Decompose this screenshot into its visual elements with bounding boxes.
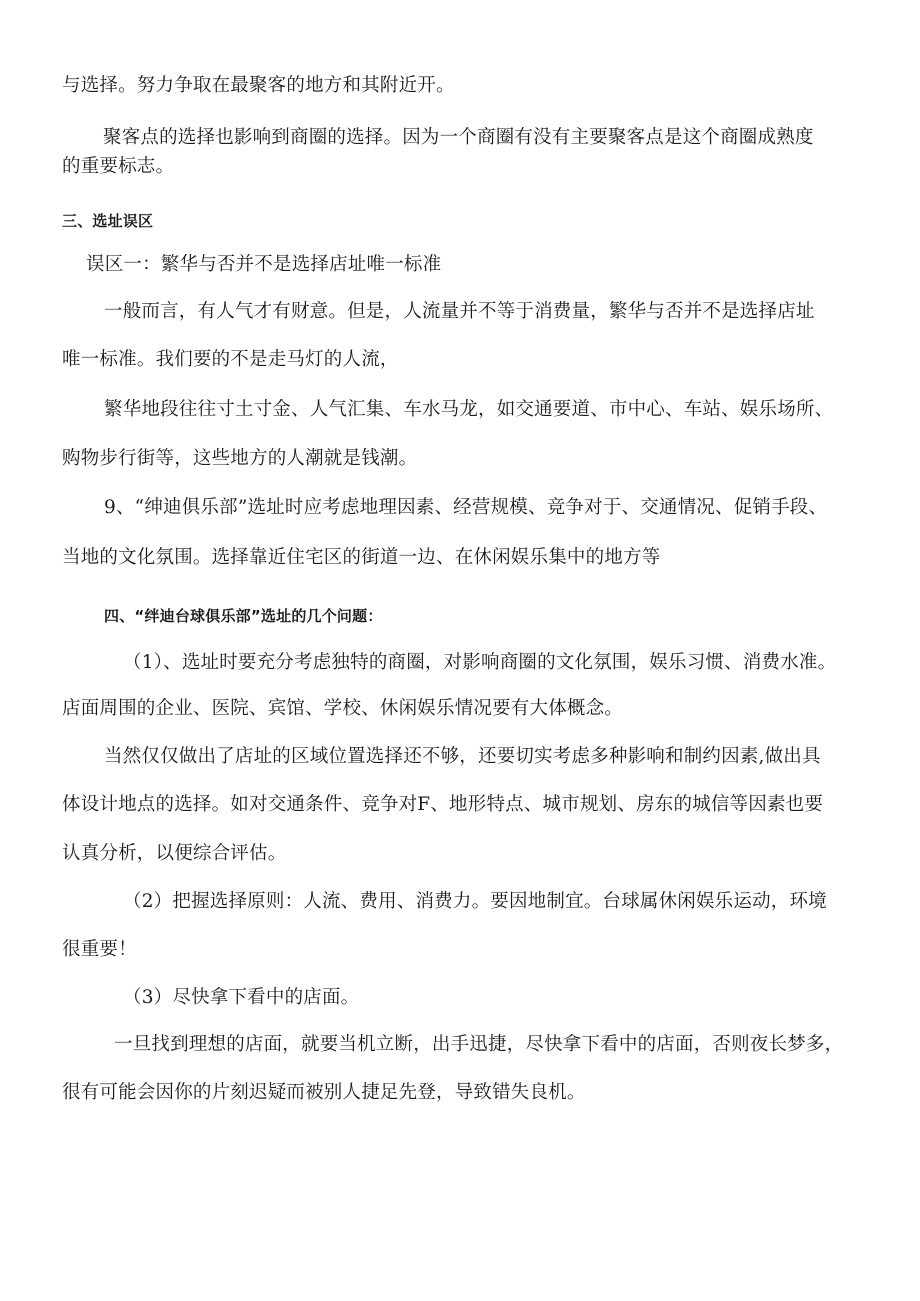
paragraph-line-7: 唯一标准。我们要的不是走马灯的人流， [62,349,399,370]
paragraph-line-8: 繁华地段往往寸土寸金、人气汇集、车水马龙，如交通要道、市中心、车站、娱乐场所、 [104,399,834,420]
paragraph-line-10: 9、“绅迪俱乐部”选址时应考虑地理因素、经营规模、竞争对于、交通情况、促销手段、 [104,497,828,518]
paragraph-line-6: 一般而言，有人气才有财意。但是，人流量并不等于消费量，繁华与否并不是选择店址 [104,301,815,322]
paragraph-line-13: （1）、选址时要充分考虑独特的商圈，对影响商圈的文化氛围，娱乐习惯、消费水准。 [123,652,837,673]
paragraph-line-15: 当然仅仅做出了店址的区域位置选择还不够，还要切实考虑多种影响和制约因素,做出具 [104,746,821,767]
paragraph-line-22: 很有可能会因你的片刻迟疑而被别人捷足先登，导致错失良机。 [62,1082,586,1103]
paragraph-line-2: 聚客点的选择也影响到商圈的选择。因为一个商圈有没有主要聚客点是这个商圈成熟度 [103,127,814,148]
section-heading-3: 三、选址误区 [62,212,154,230]
paragraph-line-3: 的重要标志。 [62,156,175,177]
section-heading-4: 四、“绊迪台球俱乐部”选址的几个问题： [104,607,383,625]
subheading-myth-1: 误区一：繁华与否并不是选择店址唯一标准 [86,254,442,275]
paragraph-line-9: 购物步行街等，这些地方的人潮就是钱潮。 [62,448,418,469]
paragraph-line-21: 一旦找到理想的店面，就要当机立断，出手迅捷，尽快拿下看中的店面，否则夜长梦多， [114,1034,844,1055]
paragraph-line-19: 很重要！ [62,939,137,960]
paragraph-line-16: 体设计地点的选择。如对交通条件、竞争对F、地形特点、城市规划、房东的城信等因素也要 [62,794,824,815]
paragraph-line-14: 店面周围的企业、医院、宾馆、学校、休闲娱乐情况要有大体概念。 [62,698,624,719]
paragraph-line-20: （3）尽快拿下看中的店面。 [123,987,360,1008]
paragraph-line-18: （2）把握选择原则：人流、费用、消费力。要因地制宜。台球属休闲娱乐运动，环境 [123,891,827,912]
paragraph-line-17: 认真分析，以便综合评估。 [62,843,287,864]
paragraph-line-1: 与选择。努力争取在最聚客的地方和其附近开。 [62,75,455,96]
paragraph-line-11: 当地的文化氛围。选择靠近住宅区的街道一边、在休闲娱乐集中的地方等 [62,547,661,568]
